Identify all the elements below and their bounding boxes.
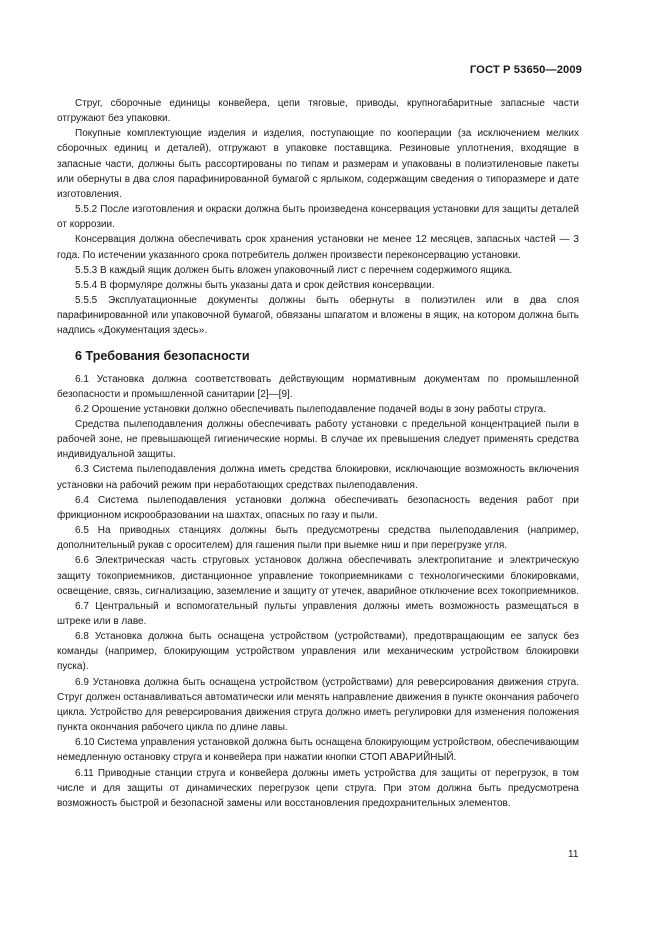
- standard-header: ГОСТ Р 53650—2009: [469, 64, 582, 76]
- paragraph: 5.5.5 Эксплуатационные документы должны быть обернуты в полиэтилен или в два слоя парафинированной или упаковочной бумагой, обвязаны шпагатом и вложены в ящик, на котором должна быть надпись «Документация здесь».: [57, 295, 579, 337]
- paragraph: Консервация должна обеспечивать срок хранения установки не менее 12 месяцев, запасных частей — 3 года. По истечении указанного срока потребитель должен произвести переконсервацию установки.: [57, 234, 579, 261]
- paragraph: 6.10 Система управления установкой должна быть оснащена блокирующим устройством, обеспечивающим немедленную остановку струга и конвейера при нажатии кнопки СТОП АВАРИЙНЫЙ.: [57, 737, 579, 764]
- paragraph: 6.3 Система пылеподавления должна иметь средства блокировки, исключающие возможность включения установки на рабочий режим при неработающих средствах пылеподавления.: [57, 464, 579, 491]
- paragraph: 6.2 Орошение установки должно обеспечивать пылеподавление подачей воды в зону работы струга.: [75, 403, 546, 415]
- paragraph: Струг, сборочные единицы конвейера, цепи тяговые, приводы, крупногабаритные запасные части отгружают без упаковки.: [57, 98, 579, 125]
- paragraph: 6.11 Приводные станции струга и конвейера должны иметь устройства для защиты от перегрузок, в том числе и для защиты от динамических перегрузок цепи струга. При этом должна быть предусмотрена возможность быстрой и безопасной замены или восстановления предохранительных элементов.: [57, 767, 579, 809]
- paragraph: Покупные комплектующие изделия и изделия, поступающие по кооперации (за исключением мелких сборочных единиц и деталей), отгружают в упаковке поставщика. Резиновые уплотнения, входящие в запасные части, должны быть рассортированы по типам и размерам и упакованы в полиэтиленовые пакеты или обернуты в два слоя парафинированной бумагой с ярлыком, содержащим сведения о типоразмере и дате изготовления.: [57, 128, 579, 200]
- page-content: [57, 96, 579, 811]
- paragraph: 6.6 Электрическая часть струговых установок должна обеспечивать электропитание и электрическую защиту токоприемников, дистанционное управление токоприемниками с технологическими блокировками, освещение, связь, сигнализацию, заземление и защиту от утечек, аварийное отключение всех токоприемников.: [57, 555, 580, 597]
- paragraph: 6.4 Система пылеподавления установки должна обеспечивать безопасность ведения работ при фрикционном искрообразовании на шахтах, опасных по газу и пыли.: [57, 494, 579, 521]
- paragraph: 5.5.4 В формуляре должны быть указаны дата и срок действия консервации.: [75, 279, 435, 291]
- paragraph: 5.5.3 В каждый ящик должен быть вложен упаковочный лист с перечнем содержимого ящика.: [75, 264, 513, 276]
- page-number: 11: [568, 849, 579, 860]
- paragraph: 6.9 Установка должна быть оснащена устройством (устройствами) для реверсирования движения струга. Струг должен останавливаться автоматически или менять направление движения в пункте окончания рабочего цикла. Устройство для реверсирования движения струга должно иметь регулировки для изменения положения пункта окончания рабочего цикла по длине лавы.: [57, 676, 579, 734]
- paragraph: 6.5 На приводных станциях должны быть предусмотрены средства пылеподавления (например, дополнительный рукав с оросителем) для гашения пыли при выемке ниш и при перегрузке угля.: [57, 525, 579, 552]
- section-heading: 6 Требования безопасности: [75, 348, 250, 363]
- paragraph: 6.1 Установка должна соответствовать действующим нормативным документам по промышленной безопасности и промышленной санитарии [2]—[9].: [57, 373, 579, 400]
- paragraph: Средства пылеподавления должны обеспечивать работу установки с предельной концентрацией пыли в рабочей зоне, не превышающей гигиенические нормы. В случае их превышения следует применять средства индивидуальной защиты.: [57, 418, 579, 461]
- paragraph: 6.8 Установка должна быть оснащена устройством (устройствами), предотвращающим ее запуск без команды (например, блокирующим устройством управления или механическим устройством блокировки пуска).: [57, 631, 579, 673]
- paragraph: 5.5.2 После изготовления и окраски должна быть произведена консервация установки для защиты деталей от коррозии.: [57, 204, 579, 231]
- paragraph: 6.7 Центральный и вспомогательный пульты управления должны иметь возможность размещаться в штреке или в лаве.: [57, 600, 579, 627]
